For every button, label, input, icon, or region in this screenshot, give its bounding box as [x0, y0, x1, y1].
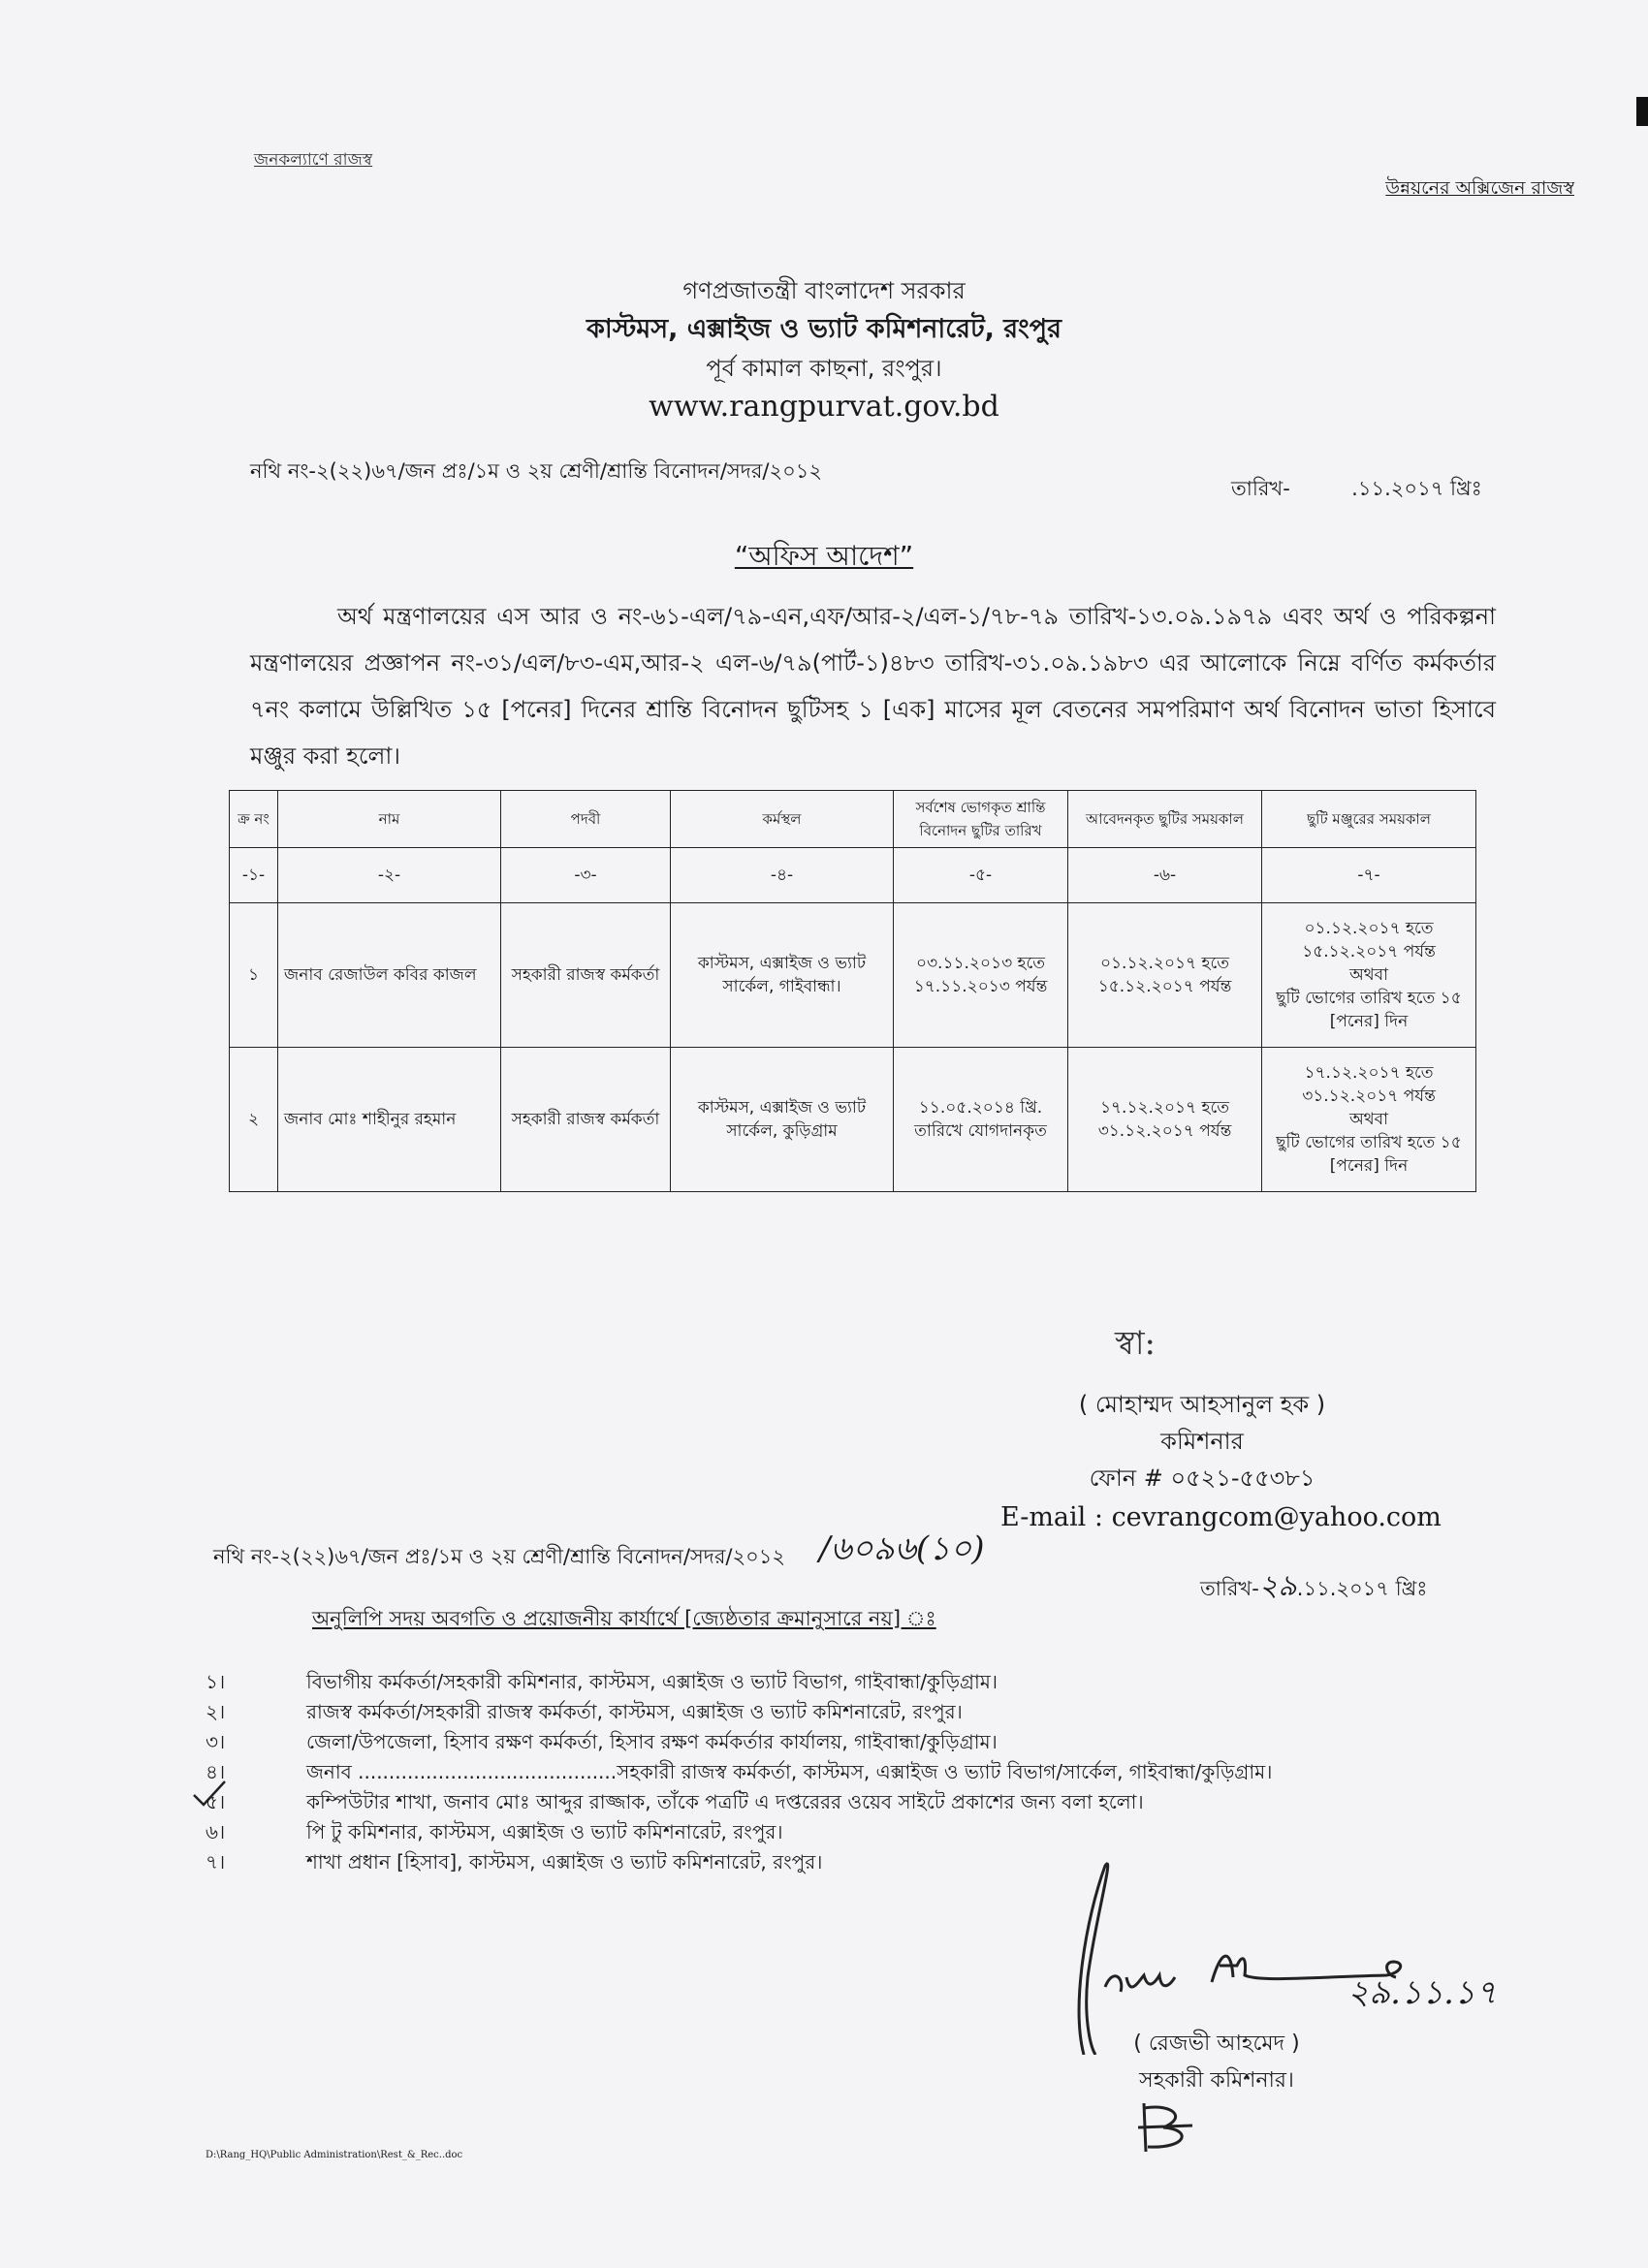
- column-number-row: [230, 848, 1476, 903]
- row-workplace: কাস্টমস, এক্সাইজ ও ভ্যাট সার্কেল, গাইবান্ধা।: [671, 903, 894, 1048]
- sanctioned-or: অথবা: [1348, 1110, 1389, 1129]
- column-number: -২-: [278, 848, 501, 903]
- scan-edge-mark: [1636, 97, 1648, 126]
- list-item: [206, 1787, 1466, 1817]
- slogan-right: উন্নয়নের অক্সিজেন রাজস্ব: [1385, 177, 1574, 199]
- row-name: জনাব রেজাউল কবির কাজল: [278, 903, 501, 1048]
- signatory-email: E-mail : cevrangcom@yahoo.com: [1000, 1502, 1442, 1532]
- order-body: অর্থ মন্ত্রণালয়ের এস আর ও নং-৬১-এল/৭৯-এন,এফ/আর-২/এল-১/৭৮-৭৯ তারিখ-১৩.০৯.১৯৭৯ এবং অর্থ ও পরিকল্পনা মন্ত্রণালয়ের প্রজ্ঞাপন নং-৩১/এল/৮৩-এম,আর-২ এল-৬/৭৯(পার্ট-১)৪৮৩ তারিখ-৩১.০৯.১৯৮৩ এর আলোকে নিম্নে বর্ণিত কর্মকর্তার ৭নং কলামে উল্লিখিত ১৫ [পনের] দিনের শ্রান্তি বিনোদন ছুটিসহ ১ [এক] মাসের মূল বেতনের সমপরিমাণ অর্থ বিনোদন ভাতা হিসাবে মঞ্জুর করা হলো।: [250, 603, 1496, 770]
- column-number: -৫-: [894, 848, 1068, 903]
- column-number: -৪-: [671, 848, 894, 903]
- memo-date: [1231, 473, 1482, 507]
- signatory-block: [998, 1386, 1406, 1496]
- header-applied-period: আবেদনকৃত ছুটির সময়কাল: [1068, 791, 1262, 848]
- copy-date-suffix: .১১.২০১৭ খ্রিঃ: [1296, 1577, 1428, 1600]
- office-name: কাস্টমস, এক্সাইজ ও ভ্যাট কমিশনারেট, রংপুর: [586, 314, 1062, 344]
- handwritten-memo-number: /৬০৯৬(১০): [819, 1529, 985, 1568]
- list-item-number: ৬।: [206, 1820, 226, 1843]
- website-url: www.rangpurvat.gov.bd: [649, 390, 999, 424]
- date-label: তারিখ-: [1231, 477, 1290, 500]
- handwritten-initial: [1134, 2098, 1202, 2157]
- header-designation: পদবী: [501, 791, 671, 848]
- column-number: -১-: [230, 848, 278, 903]
- list-item-text: জনাব ..........................................সহকারী রাজস্ব কর্মকর্তা, কাস্টমস, এক্সাইজ ও ভ্যাট বিভাগ/সার্কেল, গাইবান্ধা/কুড়িগ্রাম।: [306, 1760, 1273, 1783]
- list-item: [206, 1817, 1466, 1847]
- list-item-number: ৪।: [206, 1760, 226, 1783]
- file-path: D:\Rang_HQ\Public Administration\Rest_&_Rec..doc: [206, 2150, 463, 2160]
- row-applied-period: ১৭.১২.২০১৭ হতে ৩১.১২.২০১৭ পর্যন্ত: [1068, 1048, 1262, 1192]
- row-last-leave: ১১.০৫.২০১৪ খ্রি. তারিখে যোগদানকৃত: [894, 1048, 1068, 1192]
- header-workplace: কর্মস্থল: [671, 791, 894, 848]
- column-number: -৩-: [501, 848, 671, 903]
- list-item: [206, 1697, 1466, 1727]
- assistant-commissioner-title: সহকারী কমিশনার।: [1139, 2068, 1294, 2093]
- sanctioned-range: ১৭.১২.২০১৭ হতে ৩১.১২.২০১৭ পর্যন্ত: [1302, 1063, 1436, 1106]
- list-item-number: ৫।: [206, 1790, 226, 1813]
- row-name: জনাব মোঃ শাহীনুর রহমান: [278, 1048, 501, 1192]
- list-item-number: ৩।: [206, 1730, 226, 1753]
- list-item-text: বিভাগীয় কর্মকর্তা/সহকারী কমিশনার, কাস্টমস, এক্সাইজ ও ভ্যাট বিভাগ, গাইবান্ধা/কুড়িগ্রাম।: [306, 1670, 998, 1693]
- row-workplace: কাস্টমস, এক্সাইজ ও ভ্যাট সার্কেল, কুড়িগ্রাম: [671, 1048, 894, 1192]
- sanctioned-or: অথবা: [1348, 965, 1389, 985]
- copy-date: [1200, 1562, 1427, 1612]
- list-item: [206, 1727, 1466, 1757]
- list-item-text: কম্পিউটার শাখা, জনাব মোঃ আব্দুর রাজ্জাক, তাঁকে পত্রটি এ দপ্তরেরর ওয়েব সাইটে প্রকাশের জন্য বলা হলো।: [306, 1790, 1144, 1813]
- handwritten-day: ২৯: [1258, 1569, 1297, 1603]
- assistant-commissioner-block: [1095, 2026, 1338, 2099]
- list-item-text: রাজস্ব কর্মকর্তা/সহকারী রাজস্ব কর্মকর্তা, কাস্টমস, এক্সাইজ ও ভ্যাট কমিশনারেট, রংপুর।: [306, 1700, 963, 1723]
- memo-number: নথি নং-২(২২)৬৭/জন প্রঃ/১ম ও ২য় শ্রেণী/শ্রান্তি বিনোদন/সদর/২০১২: [250, 459, 823, 483]
- copy-date-label: তারিখ-: [1200, 1577, 1259, 1600]
- order-title: “অফিস আদেশ”: [734, 540, 914, 572]
- handwritten-signature-date: ২৯.১১.১৭: [1347, 1973, 1498, 2012]
- sanctioned-alternative: ছুটি ভোগের তারিখ হতে ১৫ [পনের] দিন: [1276, 989, 1462, 1031]
- row-serial: ১: [230, 903, 278, 1048]
- distribution-list: [206, 1667, 1466, 1877]
- table-row: [230, 1048, 1476, 1192]
- signatory-phone: ফোন # ০৫২১-৫৫৩৮১: [1089, 1465, 1315, 1492]
- row-applied-period: ০১.১২.২০১৭ হতে ১৫.১২.২০১৭ পর্যন্ত: [1068, 903, 1262, 1048]
- list-item: [206, 1667, 1466, 1697]
- header-sanctioned-period: ছুটি মঞ্জুরের সময়কাল: [1262, 791, 1476, 848]
- row-designation: সহকারী রাজস্ব কর্মকর্তা: [501, 903, 671, 1048]
- slogan-left: জনকল্যাণে রাজস্ব: [254, 150, 373, 170]
- signatory-title: কমিশনার: [1160, 1428, 1244, 1455]
- copy-memo-number: নথি নং-২(২২)৬৭/জন প্রঃ/১ম ও ২য় শ্রেণী/শ্রান্তি বিনোদন/সদর/২০১২: [213, 1545, 786, 1568]
- signatory-name: ( মোহাম্মদ আহসানুল হক ): [1078, 1391, 1326, 1418]
- list-item-text: পি টু কমিশনার, কাস্টমস, এক্সাইজ ও ভ্যাট কমিশনারেট, রংপুর।: [306, 1820, 783, 1843]
- leave-table: [229, 790, 1476, 1192]
- table-header-row: [230, 791, 1476, 848]
- date-value: .১১.২০১৭ খ্রিঃ: [1351, 477, 1482, 500]
- list-item-text: জেলা/উপজেলা, হিসাব রক্ষণ কর্মকর্তা, হিসাব রক্ষণ কর্মকর্তার কার্যালয়, গাইবান্ধা/কুড়িগ্রাম।: [306, 1730, 998, 1753]
- signature-mark: স্বা:: [1115, 1324, 1157, 1363]
- list-item-number: ২।: [206, 1700, 226, 1723]
- column-number: -৭-: [1262, 848, 1476, 903]
- column-number: -৬-: [1068, 848, 1262, 903]
- header-serial: ক্র নং: [230, 791, 278, 848]
- letterhead: [0, 271, 1648, 426]
- row-sanctioned-period: [1262, 1048, 1476, 1192]
- office-address: পূর্ব কামাল কাছনা, রংপুর।: [706, 355, 942, 382]
- assistant-commissioner-name: ( রেজভী আহমেদ ): [1133, 2032, 1300, 2056]
- table-row: [230, 903, 1476, 1048]
- row-last-leave: ০৩.১১.২০১৩ হতে ১৭.১১.২০১৩ পর্যন্ত: [894, 903, 1068, 1048]
- list-item-number: ১।: [206, 1670, 226, 1693]
- government-name: গণপ্রজাতন্ত্রী বাংলাদেশ সরকার: [682, 277, 966, 304]
- sanctioned-alternative: ছুটি ভোগের তারিখ হতে ১৫ [পনের] দিন: [1276, 1133, 1462, 1176]
- copy-heading: অনুলিপি সদয় অবগতি ও প্রয়োজনীয় কার্যার্থে [জ্যেষ্ঠতার ক্রমানুসারে নয়] ঃ: [312, 1607, 936, 1630]
- list-item-number: ৭।: [206, 1850, 226, 1874]
- row-designation: সহকারী রাজস্ব কর্মকর্তা: [501, 1048, 671, 1192]
- sanctioned-range: ০১.১২.২০১৭ হতে ১৫.১২.২০১৭ পর্যন্ত: [1302, 919, 1436, 961]
- list-item: [206, 1757, 1466, 1787]
- header-name: নাম: [278, 791, 501, 848]
- row-serial: ২: [230, 1048, 278, 1192]
- list-item-text: শাখা প্রধান [হিসাব], কাস্টমস, এক্সাইজ ও ভ্যাট কমিশনারেট, রংপুর।: [306, 1850, 823, 1874]
- header-last-leave: সর্বশেষ ভোগকৃত শ্রান্তি বিনোদন ছুটির তারিখ: [894, 791, 1068, 848]
- row-sanctioned-period: [1262, 903, 1476, 1048]
